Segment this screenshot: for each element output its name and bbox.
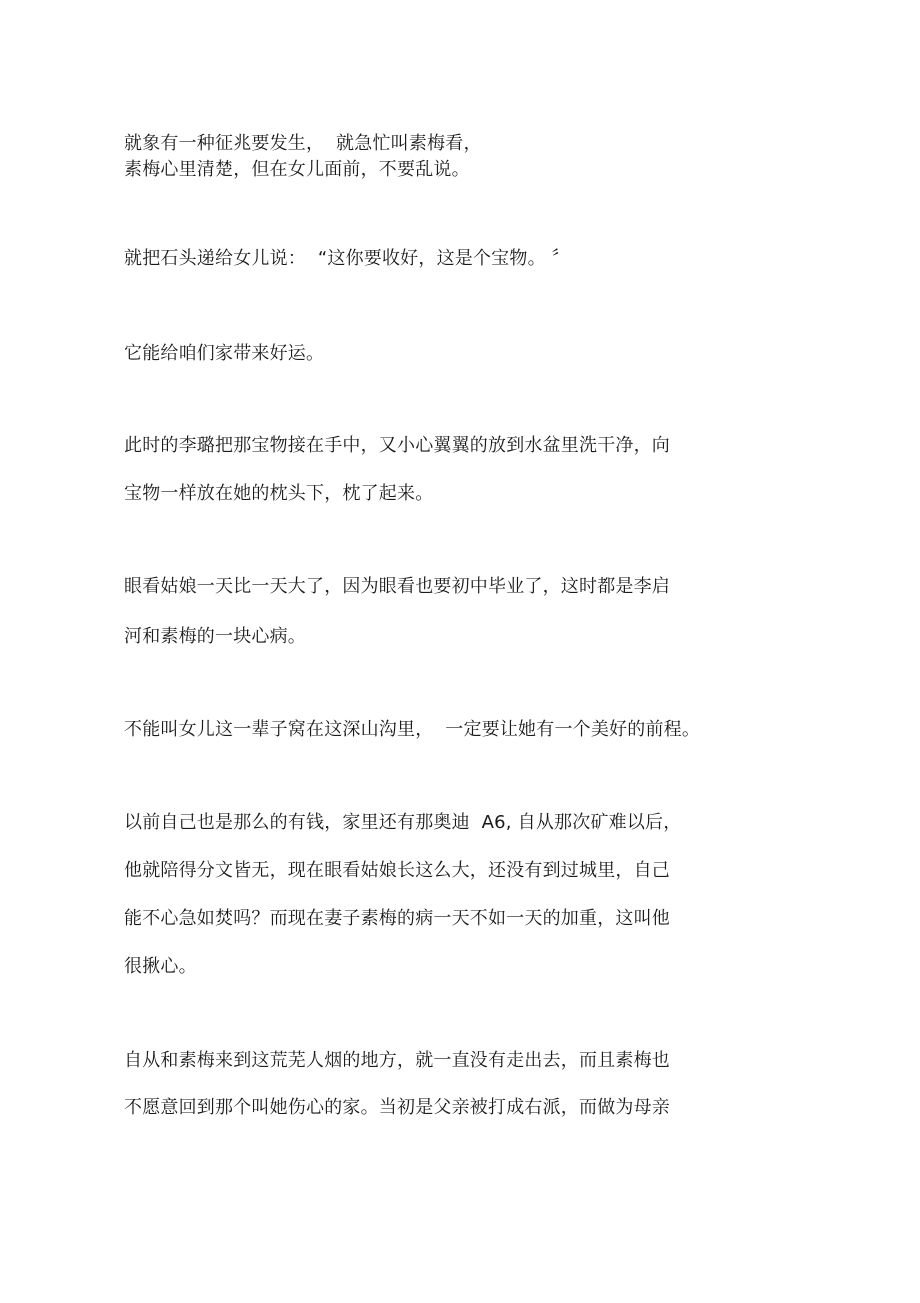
text-line: 他就陪得分文皆无，现在眼看姑娘长这么大，还没有到过城里，自己 xyxy=(124,860,670,881)
text-line: 就象有一种征兆要发生， 就急忙叫素梅看， xyxy=(124,133,482,154)
text-line: 它能给咱们家带来好运。 xyxy=(124,343,325,364)
text-line: 很揪心。 xyxy=(124,956,197,977)
text-line: 不能叫女儿这一辈子窝在这深山沟里， 一定要让她有一个美好的前程。 xyxy=(124,719,701,740)
text-line: 自从和素梅来到这荒芜人烟的地方，就一直没有走出去，而且素梅也 xyxy=(124,1050,670,1071)
text-line: 素梅心里清楚，但在女儿面前，不要乱说。 xyxy=(124,159,470,180)
text-line: 河和素梅的一块心病。 xyxy=(124,626,306,647)
text-line: 眼看姑娘一天比一天大了，因为眼看也要初中毕业了，这时都是李启 xyxy=(124,576,670,597)
text-line: 能不心急如焚吗？而现在妻子素梅的病一天不如一天的加重，这叫他 xyxy=(124,908,670,929)
text-line: 以前自己也是那么的有钱，家里还有那奥迪 A6, 自从那次矿难以后， xyxy=(124,812,682,833)
text-line: 就把石头递给女儿说： “这你要收好，这是个宝物。 〞 xyxy=(124,248,570,269)
text-line: 不愿意回到那个叫她伤心的家。当初是父亲被打成右派，而做为母亲 xyxy=(124,1097,670,1118)
text-line: 此时的李璐把那宝物接在手中，又小心翼翼的放到水盆里洗干净，向 xyxy=(124,435,670,456)
text-line: 宝物一样放在她的枕头下，枕了起来。 xyxy=(124,483,434,504)
